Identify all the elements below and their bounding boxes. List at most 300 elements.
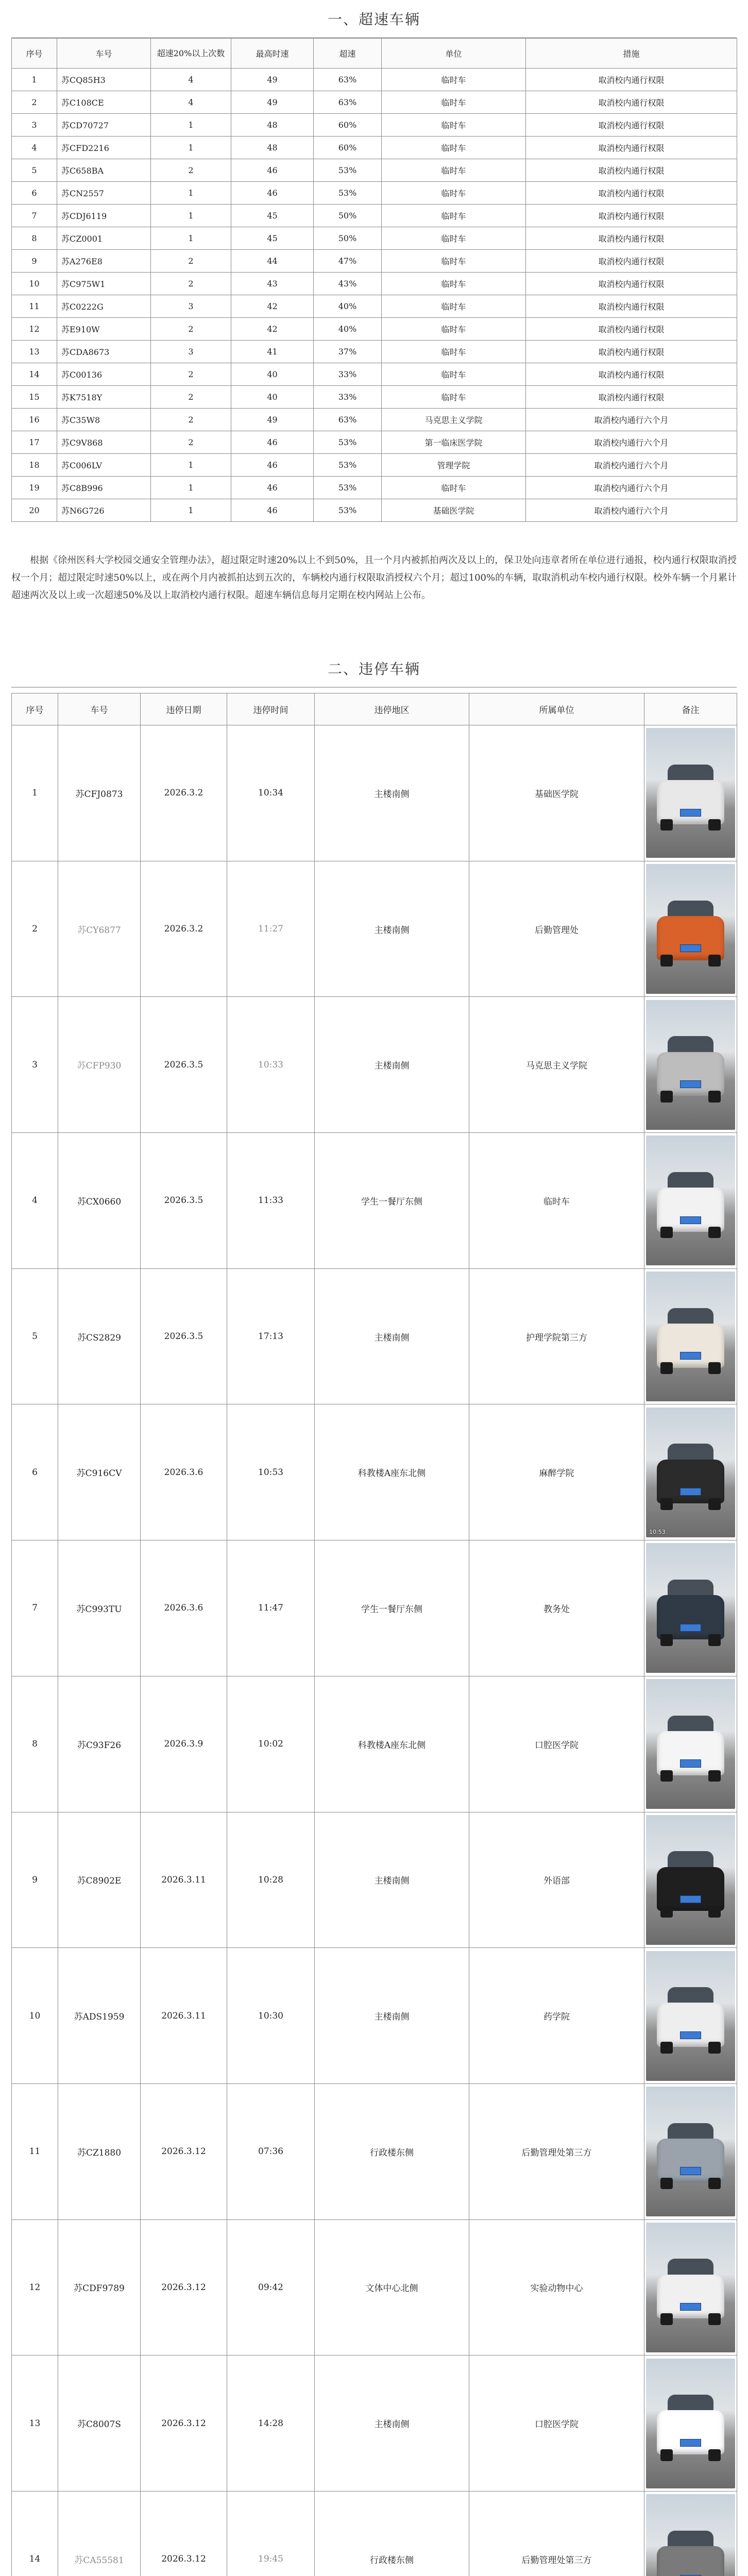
cell-unit: 口腔医学院 — [469, 2355, 644, 2492]
cell-no: 5 — [12, 159, 57, 182]
photo-timestamp: 10:53 — [649, 1528, 666, 1535]
cell-max-speed: 45 — [231, 227, 314, 250]
table-row — [12, 2355, 737, 2492]
col-header-unit: 所属单位 — [469, 693, 644, 725]
cell-measure: 取消校内通行六个月 — [526, 431, 737, 454]
cell-no: 9 — [12, 1812, 58, 1948]
cell-area: 文体中心北侧 — [315, 2219, 469, 2355]
col-header-time: 违停时间 — [227, 693, 315, 725]
cell-unit: 临时车 — [382, 273, 526, 295]
table-row — [12, 363, 737, 386]
car-photo — [646, 2087, 735, 2216]
cell-area: 主楼南侧 — [315, 725, 469, 861]
cell-plate: 苏CFP930 — [58, 997, 141, 1133]
cell-unit: 临时车 — [382, 114, 526, 137]
cell-unit: 临时车 — [382, 91, 526, 114]
cell-measure: 取消校内通行六个月 — [526, 454, 737, 477]
cell-plate: 苏C35W8 — [57, 409, 151, 431]
cell-no: 14 — [12, 363, 57, 386]
cell-count: 1 — [151, 114, 231, 137]
notice-page — [11, 6, 737, 2576]
cell-over: 53% — [314, 431, 382, 454]
cell-plate: 苏CQ85H3 — [57, 69, 151, 91]
car-photo — [646, 2359, 735, 2488]
cell-plate: 苏CDF9789 — [58, 2219, 141, 2355]
table-row — [12, 2491, 737, 2576]
table-row — [12, 137, 737, 159]
cell-unit: 口腔医学院 — [469, 1676, 644, 1812]
cell-unit: 后勤管理处第三方 — [469, 2491, 644, 2576]
table-row — [12, 477, 737, 499]
cell-plate: 苏CDA8673 — [57, 341, 151, 363]
cell-measure: 取消校内通行六个月 — [526, 477, 737, 499]
cell-measure: 取消校内通行六个月 — [526, 409, 737, 431]
table-row — [12, 1404, 737, 1540]
cell-plate: 苏C8007S — [58, 2355, 141, 2492]
cell-over: 63% — [314, 69, 382, 91]
cell-measure: 取消校内通行权限 — [526, 318, 737, 341]
cell-date: 2026.3.9 — [141, 1676, 227, 1812]
cell-over: 60% — [314, 137, 382, 159]
cell-measure: 取消校内通行权限 — [526, 205, 737, 227]
cell-plate: 苏C9V868 — [57, 431, 151, 454]
table-row — [12, 91, 737, 114]
car-photo — [646, 1951, 735, 2081]
cell-no: 10 — [12, 273, 57, 295]
cell-no: 11 — [12, 295, 57, 318]
cell-over: 43% — [314, 273, 382, 295]
cell-date: 2026.3.12 — [141, 2491, 227, 2576]
cell-over: 37% — [314, 341, 382, 363]
cell-over: 50% — [314, 227, 382, 250]
cell-unit: 临时车 — [382, 69, 526, 91]
cell-time: 10:33 — [227, 997, 315, 1133]
cell-area: 学生一餐厅东侧 — [315, 1133, 469, 1269]
cell-max-speed: 40 — [231, 386, 314, 409]
cell-unit: 临时车 — [382, 386, 526, 409]
cell-no: 12 — [12, 318, 57, 341]
cell-plate: 苏ADS1959 — [58, 1948, 141, 2084]
cell-no: 4 — [12, 137, 57, 159]
cell-unit: 基础医学院 — [382, 499, 526, 522]
cell-remark — [644, 2219, 737, 2355]
table-row — [12, 114, 737, 137]
cell-remark — [644, 997, 737, 1133]
cell-no: 3 — [12, 114, 57, 137]
table-row — [12, 273, 737, 295]
cell-plate: 苏A276E8 — [57, 250, 151, 273]
cell-plate: 苏C00136 — [57, 363, 151, 386]
cell-time: 10:30 — [227, 1948, 315, 2084]
cell-date: 2026.3.5 — [141, 1268, 227, 1404]
cell-date: 2026.3.2 — [141, 861, 227, 997]
cell-count: 2 — [151, 159, 231, 182]
cell-measure: 取消校内通行权限 — [526, 386, 737, 409]
cell-time: 11:33 — [227, 1133, 315, 1269]
cell-no: 13 — [12, 2355, 58, 2492]
cell-max-speed: 46 — [231, 159, 314, 182]
cell-date: 2026.3.12 — [141, 2083, 227, 2219]
cell-max-speed: 49 — [231, 91, 314, 114]
cell-date: 2026.3.11 — [141, 1948, 227, 2084]
cell-over: 60% — [314, 114, 382, 137]
cell-plate: 苏C658BA — [57, 159, 151, 182]
cell-unit: 临时车 — [382, 295, 526, 318]
cell-unit: 后勤管理处第三方 — [469, 2083, 644, 2219]
cell-plate: 苏C993TU — [58, 1540, 141, 1676]
cell-plate: 苏C006LV — [57, 454, 151, 477]
cell-area: 主楼南侧 — [315, 1268, 469, 1404]
cell-over: 33% — [314, 386, 382, 409]
cell-no: 3 — [12, 997, 58, 1133]
table-row — [12, 295, 737, 318]
cell-remark — [644, 2491, 737, 2576]
cell-measure: 取消校内通行权限 — [526, 91, 737, 114]
cell-time: 10:02 — [227, 1676, 315, 1812]
cell-no: 7 — [12, 205, 57, 227]
cell-unit: 临时车 — [382, 363, 526, 386]
cell-no: 19 — [12, 477, 57, 499]
car-photo — [646, 1136, 735, 1265]
cell-no: 20 — [12, 499, 57, 522]
col-header-unit: 单位 — [382, 39, 526, 69]
cell-plate: 苏CFJ0873 — [58, 725, 141, 861]
col-header-max-speed: 最高时速 — [231, 39, 314, 69]
cell-time: 11:47 — [227, 1540, 315, 1676]
cell-plate: 苏C975W1 — [57, 273, 151, 295]
cell-no: 1 — [12, 69, 57, 91]
cell-max-speed: 42 — [231, 318, 314, 341]
cell-plate: 苏CY6877 — [58, 861, 141, 997]
cell-measure: 取消校内通行权限 — [526, 341, 737, 363]
table-row — [12, 1948, 737, 2084]
cell-measure: 取消校内通行权限 — [526, 227, 737, 250]
cell-count: 4 — [151, 69, 231, 91]
cell-count: 2 — [151, 386, 231, 409]
cell-count: 2 — [151, 431, 231, 454]
cell-area: 主楼南侧 — [315, 1812, 469, 1948]
cell-count: 3 — [151, 295, 231, 318]
cell-time: 17:13 — [227, 1268, 315, 1404]
cell-unit: 教务处 — [469, 1540, 644, 1676]
cell-unit: 药学院 — [469, 1948, 644, 2084]
cell-over: 40% — [314, 295, 382, 318]
cell-no: 2 — [12, 91, 57, 114]
cell-remark — [644, 1676, 737, 1812]
cell-unit: 麻醉学院 — [469, 1404, 644, 1540]
cell-count: 2 — [151, 318, 231, 341]
cell-unit: 护理学院第三方 — [469, 1268, 644, 1404]
cell-max-speed: 43 — [231, 273, 314, 295]
cell-remark — [644, 861, 737, 997]
col-header-over: 超速 — [314, 39, 382, 69]
col-header-no: 序号 — [12, 693, 58, 725]
cell-measure: 取消校内通行权限 — [526, 182, 737, 205]
cell-area: 行政楼东侧 — [315, 2491, 469, 2576]
rules-paragraph: 根据《徐州医科大学校园交通安全管理办法》，超过限定时速20%以上不到50%，且一个月内被抓拍两次及以上的，保卫处向违章者所在单位进行通报，校内通行权限取消授权一个月；超过限定时速50%以上，或在两个月内被抓拍达到五次的，车辆校内通行权限取消授权六个月；超过100%的车辆，取取消机动车校内通行权限。校外车辆一个月累计超速两次及以上或一次超速50%及以上取消校内通行权限。超速车辆信息每月定期在校内网站上公布。 — [11, 555, 737, 601]
table-row — [12, 205, 737, 227]
car-photo — [646, 2223, 735, 2352]
parking-table-body — [12, 725, 737, 2576]
cell-remark — [644, 1948, 737, 2084]
cell-no: 2 — [12, 861, 58, 997]
cell-time: 11:27 — [227, 861, 315, 997]
cell-over: 53% — [314, 454, 382, 477]
cell-unit: 临时车 — [382, 159, 526, 182]
col-header-count: 超速20%以上次数 — [151, 39, 231, 69]
cell-over: 63% — [314, 91, 382, 114]
cell-plate: 苏K7518Y — [57, 386, 151, 409]
cell-area: 主楼南侧 — [315, 997, 469, 1133]
cell-unit: 临时车 — [382, 205, 526, 227]
table-row — [12, 69, 737, 91]
cell-unit: 外语部 — [469, 1812, 644, 1948]
table-row — [12, 997, 737, 1133]
col-header-area: 违停地区 — [315, 693, 469, 725]
cell-unit: 马克思主义学院 — [382, 409, 526, 431]
cell-plate: 苏CN2557 — [57, 182, 151, 205]
cell-unit: 实验动物中心 — [469, 2219, 644, 2355]
cell-date: 2026.3.11 — [141, 1812, 227, 1948]
cell-no: 7 — [12, 1540, 58, 1676]
cell-unit: 临时车 — [382, 477, 526, 499]
cell-plate: 苏CX0660 — [58, 1133, 141, 1269]
col-header-remark: 备注 — [644, 693, 737, 725]
cell-unit: 基础医学院 — [469, 725, 644, 861]
table-row — [12, 431, 737, 454]
cell-no: 17 — [12, 431, 57, 454]
cell-measure: 取消校内通行权限 — [526, 137, 737, 159]
cell-remark — [644, 1404, 737, 1540]
car-photo — [646, 1679, 735, 1809]
cell-measure: 取消校内通行权限 — [526, 273, 737, 295]
cell-measure: 取消校内通行权限 — [526, 363, 737, 386]
cell-time: 10:53 — [227, 1404, 315, 1540]
cell-max-speed: 40 — [231, 363, 314, 386]
cell-no: 6 — [12, 182, 57, 205]
cell-plate: 苏E910W — [57, 318, 151, 341]
cell-no: 8 — [12, 227, 57, 250]
cell-date: 2026.3.2 — [141, 725, 227, 861]
car-photo — [646, 2494, 735, 2576]
cell-count: 2 — [151, 409, 231, 431]
cell-remark — [644, 1133, 737, 1269]
cell-count: 1 — [151, 477, 231, 499]
car-photo — [646, 1272, 735, 1401]
cell-count: 1 — [151, 454, 231, 477]
cell-no: 8 — [12, 1676, 58, 1812]
col-header-measure: 措施 — [526, 39, 737, 69]
cell-count: 3 — [151, 341, 231, 363]
cell-plate: 苏CD70727 — [57, 114, 151, 137]
speeding-section — [11, 6, 737, 655]
cell-count: 2 — [151, 273, 231, 295]
cell-count: 2 — [151, 250, 231, 273]
cell-no: 15 — [12, 386, 57, 409]
cell-over: 63% — [314, 409, 382, 431]
table-row — [12, 1676, 737, 1812]
cell-no: 14 — [12, 2491, 58, 2576]
cell-remark — [644, 1812, 737, 1948]
cell-no: 16 — [12, 409, 57, 431]
cell-no: 9 — [12, 250, 57, 273]
cell-plate: 苏C0222G — [57, 295, 151, 318]
table-row — [12, 1812, 737, 1948]
cell-unit: 临时车 — [382, 341, 526, 363]
cell-measure: 取消校内通行权限 — [526, 114, 737, 137]
cell-max-speed: 46 — [231, 477, 314, 499]
car-photo — [646, 1408, 735, 1537]
cell-area: 学生一餐厅东侧 — [315, 1540, 469, 1676]
cell-plate: 苏C916CV — [58, 1404, 141, 1540]
col-header-no: 序号 — [12, 39, 57, 69]
cell-over: 53% — [314, 477, 382, 499]
cell-time: 10:28 — [227, 1812, 315, 1948]
cell-area: 主楼南侧 — [315, 2355, 469, 2492]
table-row — [12, 341, 737, 363]
table-row — [12, 725, 737, 861]
table-row — [12, 2083, 737, 2219]
car-photo — [646, 864, 735, 994]
cell-count: 2 — [151, 363, 231, 386]
speeding-table-header — [12, 39, 737, 69]
table-row — [12, 250, 737, 273]
cell-unit: 临时车 — [382, 227, 526, 250]
parking-section-title: 二、违停车辆 — [11, 655, 737, 688]
table-row — [12, 182, 737, 205]
cell-unit: 临时车 — [469, 1133, 644, 1269]
cell-no: 10 — [12, 1948, 58, 2084]
cell-no: 11 — [12, 2083, 58, 2219]
cell-plate: 苏CFD2216 — [57, 137, 151, 159]
cell-area: 科教楼A座东北侧 — [315, 1676, 469, 1812]
cell-no: 5 — [12, 1268, 58, 1404]
cell-max-speed: 49 — [231, 69, 314, 91]
cell-time: 14:28 — [227, 2355, 315, 2492]
table-row — [12, 2219, 737, 2355]
cell-plate: 苏C93F26 — [58, 1676, 141, 1812]
cell-max-speed: 46 — [231, 182, 314, 205]
cell-unit: 马克思主义学院 — [469, 997, 644, 1133]
cell-measure: 取消校内通行权限 — [526, 295, 737, 318]
cell-count: 1 — [151, 227, 231, 250]
table-row — [12, 386, 737, 409]
cell-area: 主楼南侧 — [315, 1948, 469, 2084]
cell-max-speed: 48 — [231, 114, 314, 137]
cell-plate: 苏CA55581 — [58, 2491, 141, 2576]
cell-max-speed: 45 — [231, 205, 314, 227]
cell-plate: 苏CZ1880 — [58, 2083, 141, 2219]
cell-over: 53% — [314, 499, 382, 522]
cell-unit: 第一临床医学院 — [382, 431, 526, 454]
cell-no: 12 — [12, 2219, 58, 2355]
cell-measure: 取消校内通行权限 — [526, 159, 737, 182]
cell-plate: 苏C8902E — [58, 1812, 141, 1948]
table-row — [12, 318, 737, 341]
car-photo — [646, 728, 735, 858]
col-header-plate: 车号 — [57, 39, 151, 69]
cell-max-speed: 46 — [231, 454, 314, 477]
table-row — [12, 409, 737, 431]
cell-area: 科教楼A座东北侧 — [315, 1404, 469, 1540]
cell-time: 07:36 — [227, 2083, 315, 2219]
parking-table — [11, 693, 737, 2576]
cell-unit: 临时车 — [382, 250, 526, 273]
car-photo — [646, 1000, 735, 1130]
cell-date: 2026.3.5 — [141, 997, 227, 1133]
table-row — [12, 499, 737, 522]
col-header-date: 违停日期 — [141, 693, 227, 725]
cell-over: 53% — [314, 159, 382, 182]
table-row — [12, 454, 737, 477]
cell-unit: 临时车 — [382, 137, 526, 159]
cell-date: 2026.3.12 — [141, 2219, 227, 2355]
cell-no: 1 — [12, 725, 58, 861]
table-row — [12, 227, 737, 250]
cell-date: 2026.3.6 — [141, 1540, 227, 1676]
cell-over: 53% — [314, 182, 382, 205]
speeding-section-title: 一、超速车辆 — [11, 6, 737, 38]
table-row — [12, 1540, 737, 1676]
parking-section — [11, 655, 737, 2576]
cell-remark — [644, 1268, 737, 1404]
cell-remark — [644, 2083, 737, 2219]
speeding-table-body — [12, 69, 737, 522]
cell-max-speed: 42 — [231, 295, 314, 318]
cell-over: 50% — [314, 205, 382, 227]
parking-table-header — [12, 693, 737, 725]
cell-measure: 取消校内通行权限 — [526, 69, 737, 91]
cell-date: 2026.3.12 — [141, 2355, 227, 2492]
cell-plate: 苏C108CE — [57, 91, 151, 114]
table-row — [12, 861, 737, 997]
cell-area: 主楼南侧 — [315, 861, 469, 997]
cell-no: 6 — [12, 1404, 58, 1540]
cell-measure: 取消校内通行六个月 — [526, 499, 737, 522]
cell-time: 10:34 — [227, 725, 315, 861]
cell-remark — [644, 2355, 737, 2492]
cell-plate: 苏CZ0001 — [57, 227, 151, 250]
cell-date: 2026.3.6 — [141, 1404, 227, 1540]
car-photo — [646, 1815, 735, 1945]
cell-time: 19:45 — [227, 2491, 315, 2576]
cell-unit: 临时车 — [382, 318, 526, 341]
cell-max-speed: 41 — [231, 341, 314, 363]
cell-plate: 苏CS2829 — [58, 1268, 141, 1404]
cell-over: 47% — [314, 250, 382, 273]
speeding-table — [11, 38, 737, 522]
cell-no: 13 — [12, 341, 57, 363]
cell-measure: 取消校内通行权限 — [526, 250, 737, 273]
cell-time: 09:42 — [227, 2219, 315, 2355]
cell-unit: 管理学院 — [382, 454, 526, 477]
cell-max-speed: 46 — [231, 499, 314, 522]
cell-plate: 苏C8B996 — [57, 477, 151, 499]
cell-area: 行政楼东侧 — [315, 2083, 469, 2219]
car-photo — [646, 1543, 735, 1673]
cell-max-speed: 44 — [231, 250, 314, 273]
cell-no: 18 — [12, 454, 57, 477]
cell-count: 1 — [151, 499, 231, 522]
cell-remark — [644, 725, 737, 861]
cell-plate: 苏CDJ6119 — [57, 205, 151, 227]
cell-date: 2026.3.5 — [141, 1133, 227, 1269]
table-row — [12, 1133, 737, 1269]
cell-over: 40% — [314, 318, 382, 341]
cell-remark — [644, 1540, 737, 1676]
table-row — [12, 1268, 737, 1404]
cell-count: 1 — [151, 137, 231, 159]
